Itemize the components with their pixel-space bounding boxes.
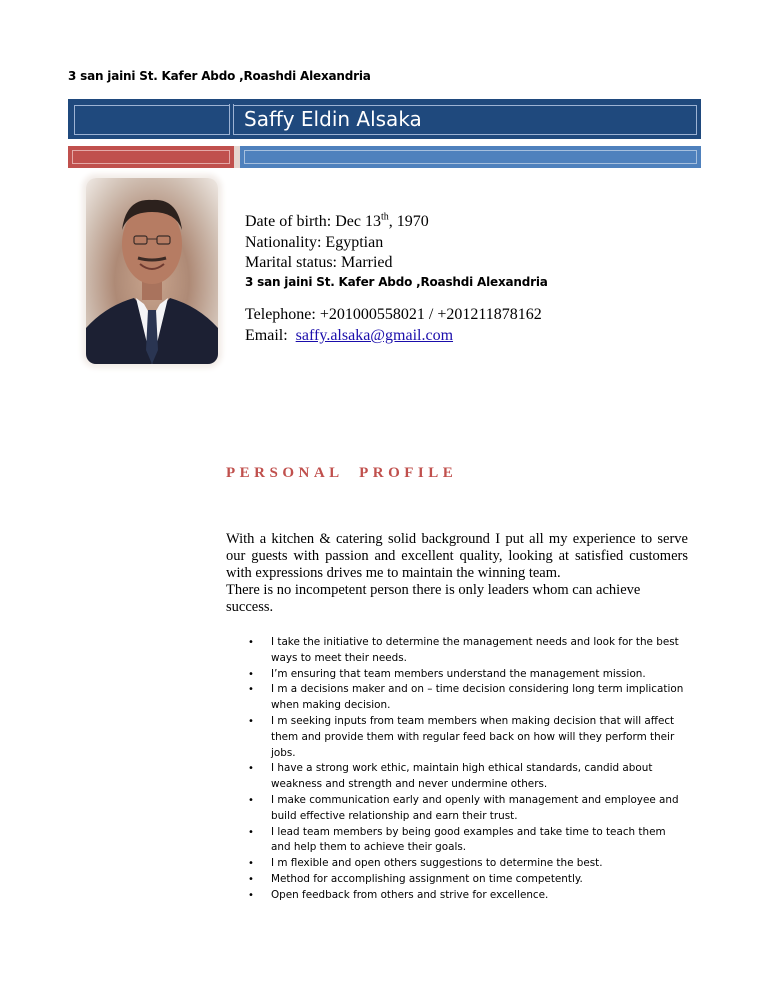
bullet-icon: • [248, 763, 254, 775]
list-item-text: Open feedback from others and strive for excellence. [271, 888, 549, 901]
person-name: Saffy Eldin Alsaka [244, 107, 422, 131]
profile-photo-illustration [86, 178, 218, 364]
list-item [244, 856, 684, 872]
nationality: Nationality: Egyptian [245, 234, 384, 251]
list-item-text: I m flexible and open others suggestions to determine the best. [271, 857, 603, 870]
bullet-icon: • [248, 668, 254, 680]
list-item-text: I m seeking inputs from team members when making decision that will affect them and provide them with regular feed back on how will they perform their jobs. [271, 714, 675, 759]
list-item [244, 825, 684, 857]
dob-suffix: , 1970 [388, 213, 429, 230]
list-item [244, 714, 684, 761]
accent-bar-blue-line [244, 150, 697, 164]
header-address: 3 san jaini St. Kafer Abdo ,Roashdi Alexandria [68, 69, 371, 83]
bullet-icon: • [248, 873, 254, 885]
contact-address: 3 san jaini St. Kafer Abdo ,Roashdi Alexandria [245, 275, 548, 289]
profile-bullet-list [244, 635, 684, 904]
email-label: Email: [245, 327, 288, 344]
list-item-text: I have a strong work ethic, maintain high ethical standards, candid about weakness and strength and never undermine others. [271, 762, 653, 791]
bullet-icon: • [248, 684, 254, 696]
accent-bar-blue [240, 146, 701, 168]
bullet-icon: • [248, 637, 254, 648]
dob-prefix: Date of birth: Dec 13 [245, 213, 381, 230]
name-banner-divider [229, 104, 234, 135]
bullet-icon: • [248, 858, 254, 870]
list-item-text: Method for accomplishing assignment on time competently. [271, 872, 583, 885]
date-of-birth [245, 212, 429, 232]
bullet-icon: • [248, 715, 254, 727]
email-line [245, 326, 453, 346]
list-item-text: I m a decisions maker and on – time decision considering long term implication when making decision. [271, 683, 684, 712]
bullet-icon: • [248, 794, 254, 806]
list-item-text: I take the initiative to determine the management needs and look for the best ways to meet their needs. [271, 636, 679, 664]
list-item [244, 793, 684, 825]
accent-bar-red [68, 146, 234, 168]
bullet-icon: • [248, 889, 254, 901]
accent-bar-red-line [72, 150, 230, 164]
profile-paragraph: There is no incompetent person there is only leaders whom can achieve success. [226, 582, 641, 615]
profile-photo [86, 178, 218, 364]
telephone: Telephone: +201000558021 / +201211878162 [245, 306, 542, 323]
marital-status: Marital status: Married [245, 254, 393, 271]
bullet-icon: • [248, 826, 254, 838]
email-link[interactable]: saffy.alsaka@gmail.com [295, 327, 454, 344]
section-heading-personal-profile: PERSONAL PROFILE [226, 465, 458, 481]
list-item [244, 682, 684, 714]
list-item [244, 667, 684, 683]
dob-superscript: th [380, 211, 389, 223]
list-item-text: I make communication early and openly with management and employee and build effective relationship and earn their trust. [271, 793, 679, 822]
list-item [244, 888, 684, 904]
profile-summary [226, 531, 688, 616]
list-item [244, 761, 684, 793]
list-item [244, 635, 684, 667]
list-item [244, 872, 684, 888]
list-item-text: I’m ensuring that team members understand the management mission. [271, 667, 646, 680]
profile-paragraph: With a kitchen & catering solid background I put all my experience to serve our guests with passion and excellent quality, looking at satisfied customers with expressions drives me to maintain the winning team. [226, 531, 688, 581]
list-item-text: I lead team members by being good examples and take time to teach them and help them to achieve their goals. [271, 825, 666, 854]
